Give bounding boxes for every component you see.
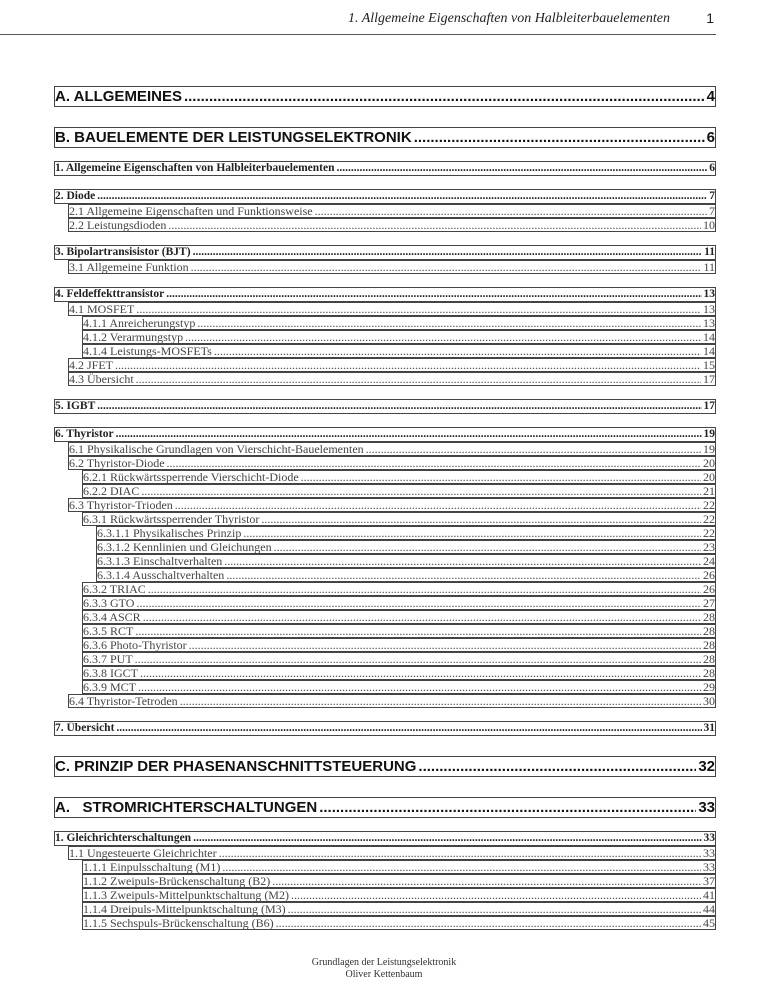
dot-leader <box>167 457 701 469</box>
toc-entry-page-number: 7 <box>709 204 715 218</box>
dot-leader <box>319 798 696 817</box>
toc-entry-page-number: 15 <box>703 358 715 372</box>
toc-entry[interactable] <box>68 442 716 456</box>
toc-entry[interactable] <box>68 846 716 860</box>
toc-entry-page-number: 11 <box>703 260 715 274</box>
toc-entry[interactable] <box>68 498 716 512</box>
toc-entry-page-number: 33 <box>703 846 715 860</box>
toc-entry-page-number: 26 <box>703 568 715 582</box>
toc-entry-page-number: 28 <box>703 610 715 624</box>
toc-entry-title: 4.1.1 Anreicherungstyp <box>83 316 196 330</box>
table-of-contents <box>54 86 716 930</box>
running-header-title: 1. Allgemeine Eigenschaften von Halbleiterbauelementen <box>347 11 670 26</box>
dot-leader <box>136 373 701 385</box>
toc-entry[interactable] <box>54 287 716 302</box>
toc-entry-page-number: 44 <box>703 902 715 916</box>
dot-leader <box>168 219 701 231</box>
toc-entry-title: 6.3.3 GTO <box>83 596 135 610</box>
toc-entry-page-number: 23 <box>703 540 715 554</box>
toc-entry-page-number: 17 <box>703 400 715 412</box>
dot-leader <box>193 246 703 259</box>
toc-entry-title: 1.1.4 Dreipuls-Mittelpunktschaltung (M3) <box>83 902 286 916</box>
page-header <box>0 0 716 35</box>
dot-leader <box>184 87 705 106</box>
toc-entry-title: 6.3.7 PUT <box>83 652 133 666</box>
dot-leader <box>219 847 701 859</box>
dot-leader <box>191 261 702 273</box>
dot-leader <box>141 485 701 497</box>
toc-entry-title: 4.1.2 Verarmungstyp <box>83 330 184 344</box>
toc-entry-title: 1.1.1 Einpulsschaltung (M1) <box>83 860 221 874</box>
toc-entry[interactable] <box>96 554 716 568</box>
dot-leader <box>301 471 701 483</box>
page-number: 1 <box>706 10 714 26</box>
toc-entry[interactable] <box>68 358 716 372</box>
toc-entry-title: 6.4 Thyristor-Tetroden <box>69 694 178 708</box>
dot-leader <box>418 757 696 776</box>
toc-entry-title: 2.1 Allgemeine Eigenschaften und Funktionsweise <box>69 204 313 218</box>
dot-leader <box>116 722 701 735</box>
toc-entry-title: 6.3.1.3 Einschaltverhalten <box>97 554 223 568</box>
toc-entry-title: 6.2.2 DIAC <box>83 484 140 498</box>
dot-leader <box>274 541 701 553</box>
dot-leader <box>180 695 701 707</box>
toc-entry-title: 2.2 Leistungsdioden <box>69 218 167 232</box>
dot-leader <box>261 513 701 525</box>
dot-leader <box>337 162 708 175</box>
toc-entry[interactable] <box>82 512 716 526</box>
dot-leader <box>226 569 701 581</box>
toc-entry-title: 6.3.5 RCT <box>83 624 134 638</box>
dot-leader <box>135 625 701 637</box>
toc-entry-page-number: 28 <box>703 638 715 652</box>
toc-entry-page-number: 17 <box>703 372 715 386</box>
toc-entry[interactable] <box>82 316 716 330</box>
dot-leader <box>115 359 701 371</box>
toc-entry[interactable] <box>68 456 716 470</box>
toc-entry[interactable] <box>82 330 716 344</box>
toc-entry-title: 4.1 MOSFET <box>69 302 135 316</box>
toc-entry-page-number: 33 <box>703 832 715 844</box>
dot-leader <box>148 583 701 595</box>
toc-entry[interactable] <box>96 540 716 554</box>
toc-entry-page-number: 33 <box>703 860 715 874</box>
dot-leader <box>136 303 701 315</box>
footer-author: Oliver Kettenbaum <box>345 969 423 980</box>
toc-entry-title: 6. Thyristor <box>55 428 114 440</box>
dot-leader <box>193 832 701 845</box>
toc-entry[interactable] <box>82 344 716 358</box>
toc-entry[interactable] <box>68 372 716 386</box>
toc-entry-title: 3.1 Allgemeine Funktion <box>69 260 189 274</box>
toc-entry[interactable] <box>82 652 716 666</box>
dot-leader <box>366 443 701 455</box>
toc-entry-title: 6.2 Thyristor-Diode <box>69 456 165 470</box>
toc-entry-page-number: 19 <box>703 442 715 456</box>
dot-leader <box>136 597 701 609</box>
dot-leader <box>243 527 701 539</box>
toc-entry[interactable] <box>54 189 716 204</box>
toc-entry[interactable] <box>54 245 716 260</box>
toc-entry[interactable] <box>82 888 716 902</box>
footer-document-title: Grundlagen der Leistungselektronik <box>311 957 457 968</box>
toc-entry[interactable] <box>82 610 716 624</box>
dot-leader <box>197 317 701 329</box>
dot-leader <box>214 345 701 357</box>
toc-entry-page-number: 13 <box>703 288 715 300</box>
toc-entry-title: 6.3.1 Rückwärtssperrender Thyristor <box>83 512 260 526</box>
toc-entry-title: 6.3.1.1 Physikalisches Prinzip <box>97 526 242 540</box>
toc-entry-page-number: 29 <box>703 680 715 694</box>
toc-entry-title: A. ALLGEMEINES <box>55 88 182 105</box>
toc-entry-title: 3. Bipolartransisistor (BJT) <box>55 246 191 258</box>
toc-entry-page-number: 7 <box>709 190 715 202</box>
toc-entry-page-number: 19 <box>703 428 715 440</box>
page-footer <box>0 957 768 981</box>
toc-entry[interactable] <box>82 582 716 596</box>
toc-entry-title: 1.1.3 Zweipuls-Mittelpunktschaltung (M2) <box>83 888 289 902</box>
toc-entry[interactable] <box>54 756 716 777</box>
toc-entry-page-number: 28 <box>703 652 715 666</box>
toc-entry-page-number: 26 <box>703 582 715 596</box>
toc-entry[interactable] <box>54 831 716 846</box>
toc-entry-page-number: 30 <box>703 694 715 708</box>
toc-entry-title: 6.3 Thyristor-Trioden <box>69 498 173 512</box>
toc-entry-page-number: 27 <box>703 596 715 610</box>
toc-entry-title: A. STROMRICHTERSCHALTUNGEN <box>55 799 318 816</box>
toc-entry-title: 6.3.6 Photo-Thyristor <box>83 638 187 652</box>
toc-entry-title: 6.3.1.4 Ausschaltverhalten <box>97 568 225 582</box>
toc-entry[interactable] <box>54 721 716 736</box>
toc-entry[interactable] <box>82 680 716 694</box>
dot-leader <box>222 861 701 873</box>
toc-entry-title: C. PRINZIP DER PHASENANSCHNITTSTEUERUNG <box>55 758 417 775</box>
dot-leader <box>224 555 701 567</box>
toc-entry-page-number: 21 <box>703 484 715 498</box>
toc-entry[interactable] <box>68 260 716 274</box>
dot-leader <box>276 917 701 929</box>
toc-entry-title: 4.2 JFET <box>69 358 114 372</box>
dot-leader <box>185 331 701 343</box>
toc-entry-page-number: 33 <box>698 799 715 816</box>
toc-entry[interactable] <box>54 399 716 414</box>
toc-entry-page-number: 28 <box>703 666 715 680</box>
toc-entry[interactable] <box>82 902 716 916</box>
dot-leader <box>288 903 701 915</box>
toc-entry-page-number: 14 <box>703 330 715 344</box>
dot-leader <box>143 611 701 623</box>
toc-entry-page-number: 31 <box>703 722 715 734</box>
toc-entry-page-number: 14 <box>703 344 715 358</box>
toc-entry[interactable] <box>68 694 716 708</box>
toc-entry[interactable] <box>82 596 716 610</box>
toc-entry-title: 4.1.4 Leistungs-MOSFETs <box>83 344 212 358</box>
dot-leader <box>414 128 705 147</box>
toc-entry-page-number: 24 <box>703 554 715 568</box>
toc-entry-page-number: 13 <box>703 302 715 316</box>
toc-entry[interactable] <box>54 127 716 148</box>
toc-entry[interactable] <box>68 204 716 218</box>
toc-entry-page-number: 22 <box>703 526 715 540</box>
dot-leader <box>315 205 707 217</box>
dot-leader <box>116 428 702 441</box>
dot-leader <box>140 667 701 679</box>
toc-entry-page-number: 11 <box>704 246 715 258</box>
toc-entry-title: 1.1.2 Zweipuls-Brückenschaltung (B2) <box>83 874 271 888</box>
toc-entry-page-number: 22 <box>703 498 715 512</box>
toc-entry-page-number: 45 <box>703 916 715 930</box>
toc-entry-page-number: 20 <box>703 470 715 484</box>
dot-leader <box>138 681 701 693</box>
toc-entry-title: 6.1 Physikalische Grundlagen von Vierschicht-Bauelementen <box>69 442 364 456</box>
toc-entry-page-number: 22 <box>703 512 715 526</box>
toc-entry[interactable] <box>96 526 716 540</box>
toc-entry-title: 6.3.9 MCT <box>83 680 137 694</box>
toc-entry-page-number: 28 <box>703 624 715 638</box>
dot-leader <box>166 288 701 301</box>
toc-entry[interactable] <box>82 666 716 680</box>
toc-entry[interactable] <box>82 916 716 930</box>
toc-entry-title: 7. Übersicht <box>55 722 115 734</box>
toc-entry-title: 6.2.1 Rückwärtssperrende Vierschicht-Diode <box>83 470 299 484</box>
toc-entry-title: 1. Gleichrichterschaltungen <box>55 832 192 844</box>
toc-entry[interactable] <box>68 302 716 316</box>
toc-entry[interactable] <box>54 427 716 442</box>
toc-entry-title: 1.1 Ungesteuerte Gleichrichter <box>69 846 217 860</box>
toc-entry-title: 6.3.8 IGCT <box>83 666 138 680</box>
toc-entry-title: 1.1.5 Sechspuls-Brückenschaltung (B6) <box>83 916 274 930</box>
toc-entry-title: 6.3.4 ASCR <box>83 610 141 624</box>
dot-leader <box>97 400 701 413</box>
toc-entry-page-number: 37 <box>703 874 715 888</box>
toc-entry[interactable] <box>82 624 716 638</box>
toc-entry[interactable] <box>54 797 716 818</box>
toc-entry[interactable] <box>82 638 716 652</box>
toc-entry-page-number: 10 <box>703 218 715 232</box>
toc-entry[interactable] <box>82 470 716 484</box>
toc-entry-page-number: 32 <box>698 758 715 775</box>
toc-entry-title: 4. Feldeffekttransistor <box>55 288 165 300</box>
dot-leader <box>272 875 701 887</box>
toc-entry-title: 4.3 Übersicht <box>69 372 134 386</box>
toc-entry[interactable] <box>82 874 716 888</box>
toc-entry-page-number: 41 <box>703 888 715 902</box>
toc-entry-page-number: 20 <box>703 456 715 470</box>
toc-entry-title: 1. Allgemeine Eigenschaften von Halbleiterbauelementen <box>55 162 335 174</box>
toc-entry[interactable] <box>54 161 716 176</box>
dot-leader <box>189 639 701 651</box>
toc-entry[interactable] <box>54 86 716 107</box>
dot-leader <box>175 499 701 511</box>
toc-entry-title: 6.3.2 TRIAC <box>83 582 146 596</box>
toc-entry[interactable] <box>82 484 716 498</box>
toc-entry[interactable] <box>96 568 716 582</box>
toc-entry-page-number: 6 <box>706 129 715 146</box>
dot-leader <box>97 190 707 203</box>
toc-entry-title: 2. Diode <box>55 190 96 202</box>
toc-entry-title: 6.3.1.2 Kennlinien und Gleichungen <box>97 540 272 554</box>
toc-entry-page-number: 4 <box>706 88 715 105</box>
dot-leader <box>135 653 701 665</box>
toc-entry-title: B. BAUELEMENTE DER LEISTUNGSELEKTRONIK <box>55 129 412 146</box>
toc-entry-page-number: 13 <box>703 316 715 330</box>
toc-entry-title: 5. IGBT <box>55 400 96 412</box>
dot-leader <box>291 889 701 901</box>
toc-entry[interactable] <box>68 218 716 232</box>
toc-entry-page-number: 6 <box>709 162 715 174</box>
toc-entry[interactable] <box>82 860 716 874</box>
